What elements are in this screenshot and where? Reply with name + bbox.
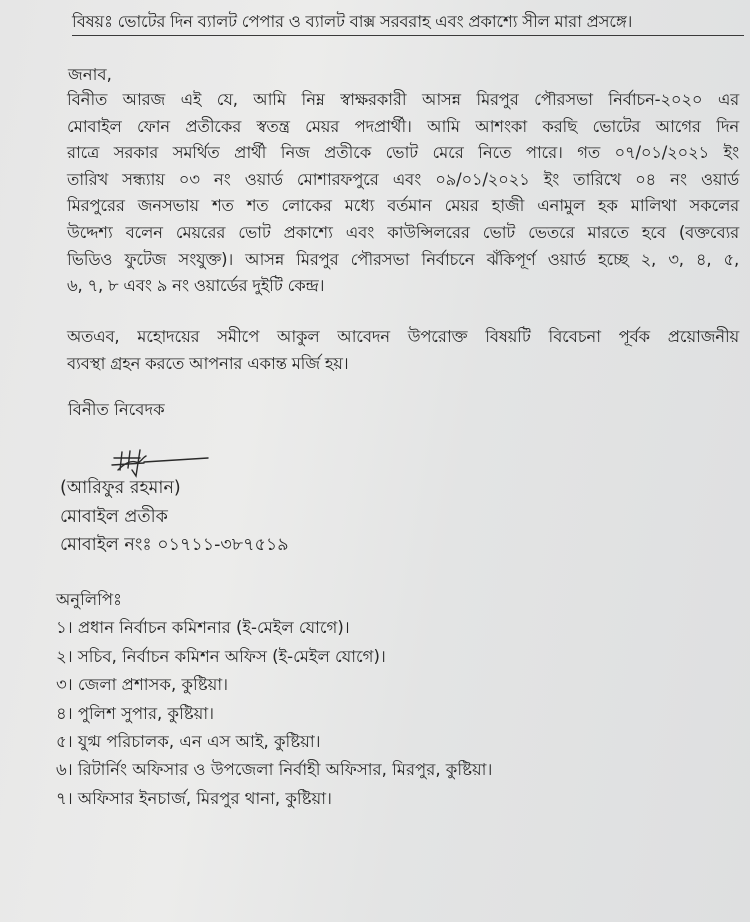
- paragraph-line: রাত্রে সরকার সমর্থিত প্রার্থী নিজ প্রতীকে ভোট মেরে নিতে পারে। গত ০৭/০১/২০২১ ইং: [67, 143, 739, 163]
- paragraph-line: তারিখ সন্ধ্যায় ০৩ নং ওয়ার্ড মোশারফপুরে এবং ০৯/০১/২০২১ ইং তারিখে ০৪ নং ওয়ার্ড: [67, 169, 739, 189]
- paragraph-line: ব্যবস্থা গ্রহন করতে আপনার একান্ত মর্জি হয়।: [67, 353, 349, 373]
- paragraph-line: ৬, ৭, ৮ এবং ৯ নং ওয়ার্ডের দুইটি কেন্দ্র।: [67, 276, 325, 296]
- copy-recipient: ৪। পুলিশ সুপার, কুষ্টিয়া।: [56, 703, 215, 723]
- paragraph-line: মিরপুরের জনসভায় শত শত লোকের মধ্যে বর্তমান মেয়র হাজী এনামুল হক মালিথা সকলের: [67, 196, 739, 216]
- signer-phone: মোবাইল নংঃ ০১৭১১-৩৮৭৫১৯: [60, 535, 289, 555]
- paragraph-line: মোবাইল ফোন প্রতীকের স্বতন্ত্র মেয়র পদপ্রার্থী। আমি আশংকা করছি ভোটের আগের দিন: [67, 116, 739, 136]
- copy-recipient: ৬। রিটার্নিং অফিসার ও উপজেলা নির্বাহী অফিসার, মিরপুর, কুষ্টিয়া।: [56, 760, 493, 780]
- copy-recipient: ১। প্রধান নির্বাচন কমিশনার (ই-মেইল যোগে)।: [56, 618, 350, 638]
- closing-text: বিনীত নিবেদক: [68, 400, 165, 419]
- copies-title: অনুলিপিঃ: [56, 590, 122, 609]
- copies-section: [56, 586, 492, 813]
- copy-recipient: ৭। অফিসার ইনচার্জ, মিরপুর থানা, কুষ্টিয়া।: [56, 788, 332, 808]
- copy-recipient: ৫। যুগ্ম পরিচালক, এন এস আই, কুষ্টিয়া।: [56, 732, 321, 752]
- paragraph-line: ভিডিও ফুটেজ সংযুক্ত)। আসন্ন মিরপুর পৌরসভা নির্বাচনে ঝঁকিপূর্ণ ওয়ার্ড হচ্ছে ২, ৩, ৪, ৫,: [67, 249, 739, 269]
- copies-list: [56, 614, 492, 813]
- signer-name: (আরিফুর রহমান): [60, 478, 181, 498]
- letter-subject: বিষয়ঃ ভোটের দিন ব্যালট পেপার ও ব্যালট বাক্স সরবরাহ এবং প্রকাশ্যে সীল মারা প্রসঙ্গে।: [72, 9, 744, 36]
- salutation: জনাব,: [68, 65, 112, 84]
- copy-recipient: ৩। জেলা প্রশাসক, কুষ্টিয়া।: [56, 675, 229, 695]
- paragraph-line: উদ্দেশ্য বলেন মেয়রের ভোট প্রকাশ্যে এবং কাউন্সিলরের ভোট ভেতরে মারতে হবে (বক্তব্যের: [67, 222, 739, 242]
- body-paragraph-1: [67, 87, 739, 300]
- body-paragraph-2: [67, 324, 739, 377]
- copy-recipient: ২। সচিব, নির্বাচন কমিশন অফিস (ই-মেইল যোগে)।: [56, 646, 386, 666]
- signer-block: [60, 474, 289, 560]
- signer-symbol: মোবাইল প্রতীক: [60, 506, 168, 527]
- paragraph-line: বিনীত আরজ এই যে, আমি নিম্ন স্বাক্ষরকারী আসন্ন মিরপুর পৌরসভা নির্বাচন-২০২০ এর: [67, 90, 739, 109]
- paragraph-line: অতএব, মহোদয়ের সমীপে আকুল আবেদন উপরোক্ত বিষয়টি বিবেচনা পূর্বক প্রয়োজনীয়: [67, 327, 739, 346]
